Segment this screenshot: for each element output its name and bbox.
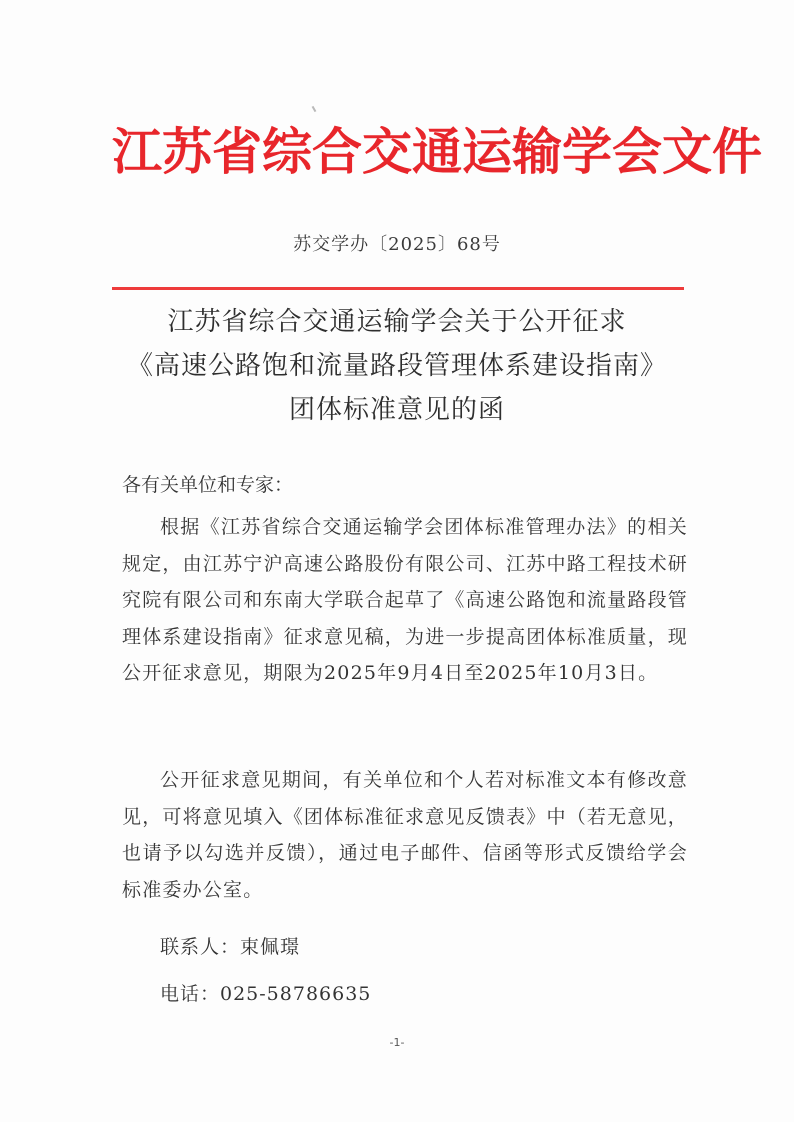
title-line-3: 团体标准意见的函 bbox=[288, 395, 505, 425]
body-paragraph-1: 根据《江苏省综合交通运输学会团体标准管理办法》的相关规定，由江苏宁沪高速公路股份有限公司、江苏中路工程技术研究院有限公司和东南大学联合起草了《高速公路饱和流量路段管理体系建设指南》征求意见稿，为进一步提高团体标准质量，现公开征求意见，期限为2025年9月4日至2025年10月3日。 bbox=[122, 516, 688, 684]
document-number: 苏交学办〔2025〕68号 bbox=[293, 234, 501, 255]
document-title bbox=[0, 300, 794, 432]
title-line-1: 江苏省综合交通运输学会关于公开征求 bbox=[167, 307, 627, 337]
body-paragraph-2: 公开征求意见期间，有关单位和个人若对标准文本有修改意见，可将意见填入《团体标准征求意见反馈表》中（若无意见，也请予以勾选并反馈），通过电子邮件、信函等形式反馈给学会标准委办公室。 bbox=[122, 769, 688, 901]
scan-speck bbox=[312, 106, 317, 112]
title-line-2: 《高速公路饱和流量路段管理体系建设指南》 bbox=[126, 351, 667, 381]
salutation: 各有关单位和专家： bbox=[122, 474, 294, 496]
red-separator-rule bbox=[112, 287, 684, 290]
contact-person: 联系人：束佩璟 bbox=[160, 936, 301, 958]
page-number: -1- bbox=[389, 1036, 405, 1049]
masthead-org-name: 江苏省综合交通运输学会文件 bbox=[112, 122, 762, 181]
contact-phone: 电话：025-58786635 bbox=[160, 983, 372, 1005]
